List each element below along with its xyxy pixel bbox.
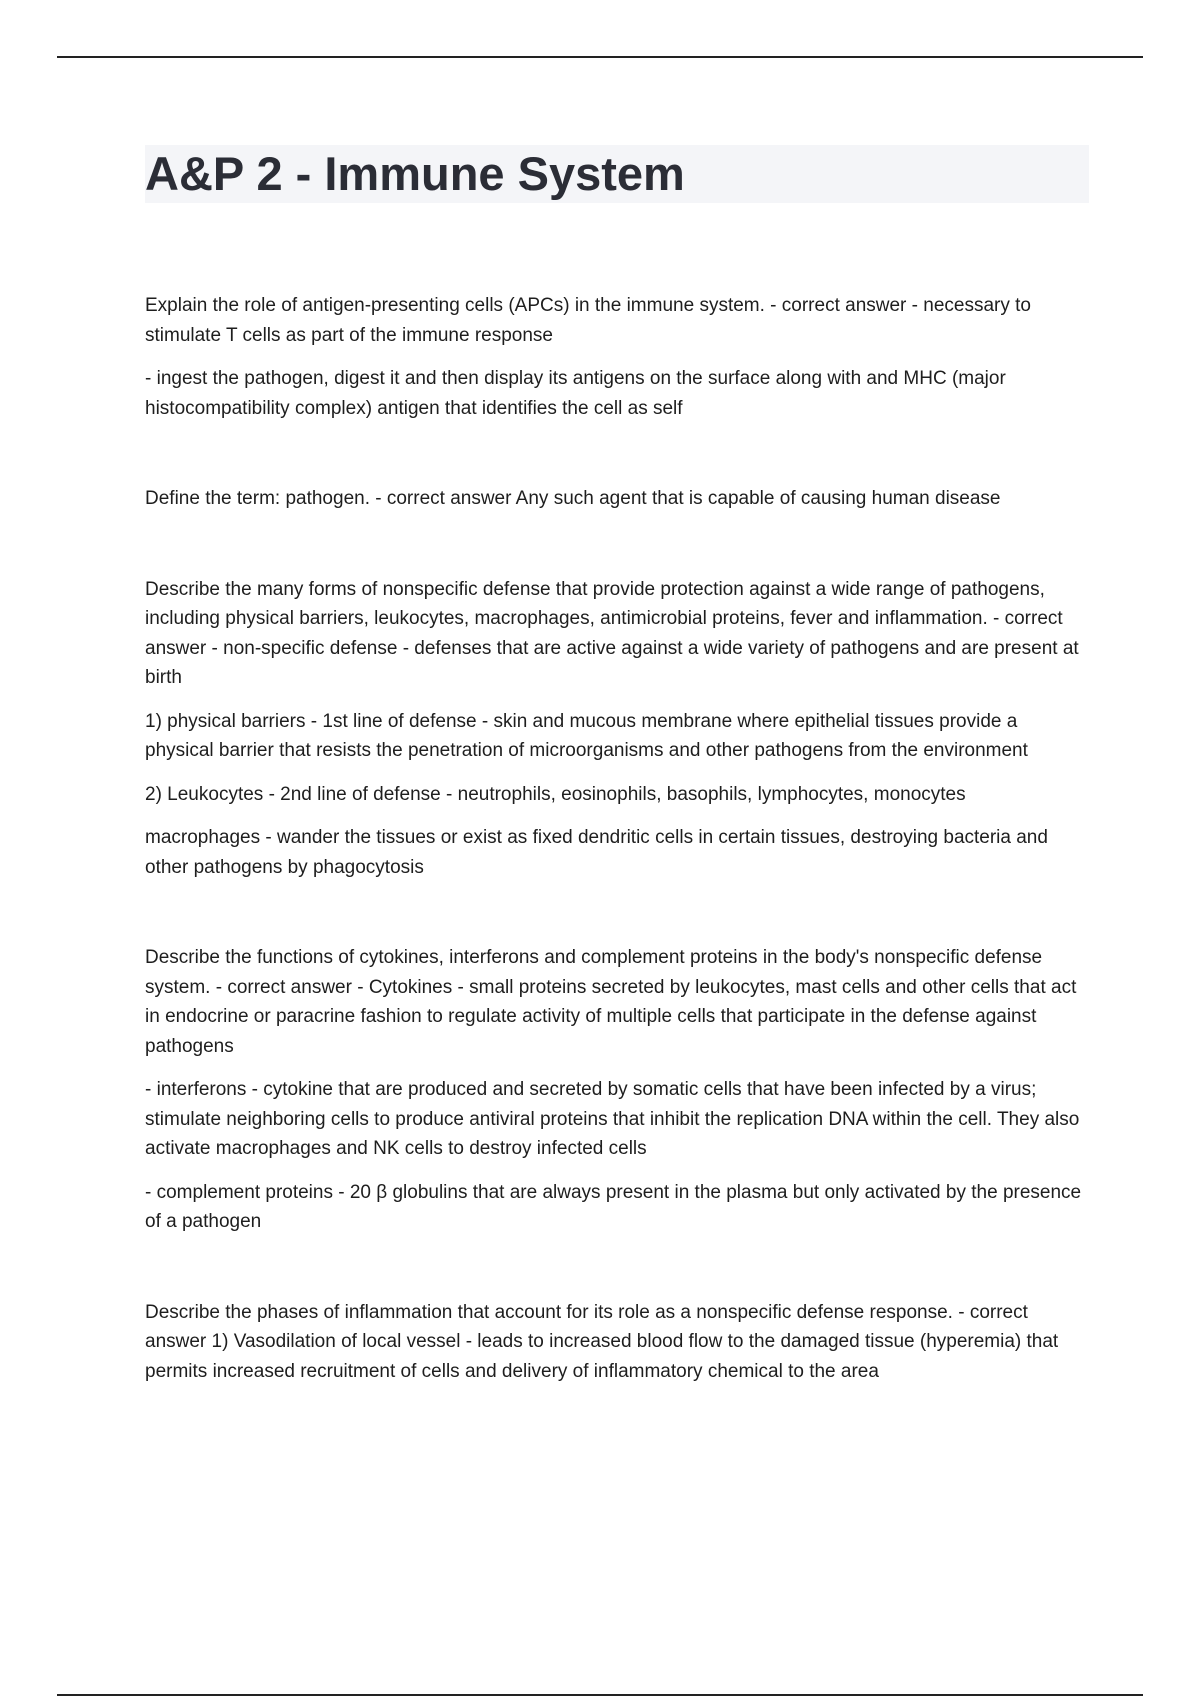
- top-divider: [57, 56, 1143, 58]
- answer-paragraph: 2) Leukocytes - 2nd line of defense - neutrophils, eosinophils, basophils, lymphocytes, monocytes: [145, 783, 966, 805]
- qa-entry-pathogen: [145, 484, 1090, 514]
- question-paragraph: Explain the role of antigen-presenting cells (APCs) in the immune system. - correct answer - necessary to stimulate T cells as part of the immune response: [145, 295, 1031, 346]
- question-paragraph: Describe the functions of cytokines, interferons and complement proteins in the body's nonspecific defense system. - correct answer - Cytokines - small proteins secreted by leukocytes, mast cells and other cells that act in endocrine or paracrine fashion to regulate activity of multiple cells that participate in the defense against pathogens: [145, 947, 1077, 1057]
- document-body: [145, 291, 1090, 1386]
- page-title: A&P 2 - Immune System: [145, 147, 685, 200]
- answer-paragraph: - complement proteins - 20 β globulins that are always present in the plasma but only activated by the presence of a pathogen: [145, 1181, 1082, 1232]
- answer-paragraph: - interferons - cytokine that are produced and secreted by somatic cells that have been infected by a virus; stimulate neighboring cells to produce antiviral proteins that inhibit the replication DNA within the cell. They also activate macrophages and NK cells to destroy infected cells: [145, 1079, 1080, 1159]
- question-paragraph: Describe the phases of inflammation that account for its role as a nonspecific defense response. - correct answer 1) Vasodilation of local vessel - leads to increased blood flow to the damaged tissue (hyperemia) that permits increased recruitment of cells and delivery of inflammatory chemical to the area: [145, 1301, 1059, 1382]
- qa-entry-apc: [145, 291, 1090, 423]
- qa-entry-inflammation: [145, 1298, 1090, 1387]
- bottom-divider: [57, 1694, 1143, 1696]
- answer-paragraph: - ingest the pathogen, digest it and then display its antigens on the surface along with and MHC (major histocompatibility complex) antigen that identifies the cell as self: [145, 368, 1006, 419]
- answer-paragraph: macrophages - wander the tissues or exist as fixed dendritic cells in certain tissues, destroying bacteria and other pathogens by phagocytosis: [145, 827, 1048, 878]
- qa-entry-cytokines: [145, 943, 1090, 1237]
- question-paragraph: Describe the many forms of nonspecific defense that provide protection against a wide range of pathogens, including physical barriers, leukocytes, macrophages, antimicrobial proteins, fever and inflammation. - correct answer - non-specific defense - defenses that are active against a wide variety of pathogens and are present at birth: [145, 578, 1079, 688]
- question-paragraph: Define the term: pathogen. - correct answer Any such agent that is capable of causing human disease: [145, 488, 1001, 509]
- qa-entry-nonspecific-defense: [145, 575, 1090, 883]
- answer-paragraph: 1) physical barriers - 1st line of defense - skin and mucous membrane where epithelial tissues provide a physical barrier that resists the penetration of microorganisms and other pathogens from the environment: [145, 710, 1028, 761]
